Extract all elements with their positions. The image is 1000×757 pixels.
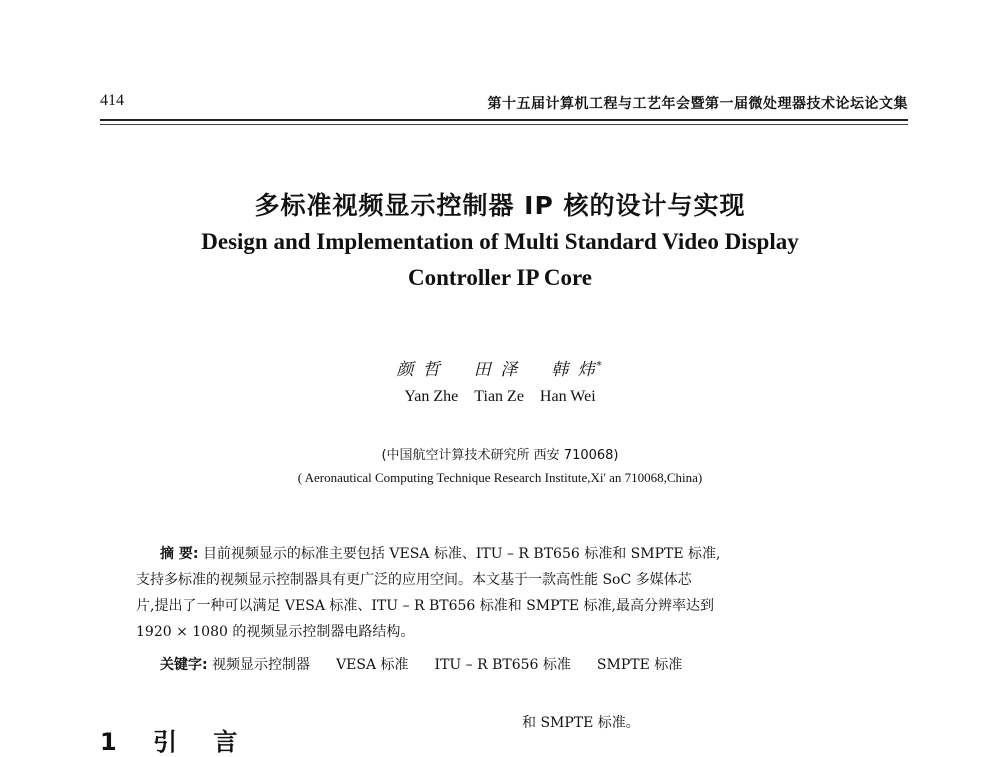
page-number: 414 <box>100 92 124 109</box>
abstract-label: 摘 要: <box>160 546 199 562</box>
running-title: 第十五届计算机工程与工艺年会暨第一届微处理器技术论坛论文集 <box>487 96 908 112</box>
author-en-1: Yan Zhe <box>404 388 459 405</box>
affiliation-english: ( Aeronautical Computing Technique Research Institute,Xi' an 710068,China) <box>297 470 703 485</box>
section-heading-introduction: 1 引 言 <box>100 728 252 756</box>
abstract-line-2: 支持多标准的视频显示控制器具有更广泛的应用空间。本文基于一款高性能 SoC 多媒体芯 <box>136 572 692 588</box>
keywords <box>160 654 708 674</box>
keyword-3: ITU – R BT656 标准 <box>434 657 571 673</box>
affiliation-chinese: (中国航空计算技术研究所 西安 710068) <box>381 448 619 463</box>
title-english-line-1: Design and Implementation of Multi Standard Video Display <box>201 229 799 254</box>
abstract-line-3: 片,提出了一种可以满足 VESA 标准、ITU – R BT656 标准和 SMPTE 标准,最高分辨率达到 <box>136 598 714 614</box>
abstract-line-4: 1920 × 1080 的视频显示控制器电路结构。 <box>136 624 415 640</box>
right-column-fragment: 和 SMPTE 标准。 <box>522 715 640 731</box>
header-rule-thin <box>100 124 908 125</box>
title-chinese: 多标准视频显示控制器 IP 核的设计与实现 <box>254 191 746 220</box>
authors-chinese <box>0 355 1000 380</box>
author-en-3: Han Wei <box>539 388 596 405</box>
header-rule <box>100 119 908 121</box>
author-cn-1: 颜 哲 <box>396 360 442 380</box>
author-cn-3: 韩 炜* <box>551 360 604 380</box>
author-cn-2: 田 泽 <box>473 360 520 380</box>
authors-english <box>0 388 1000 406</box>
author-en-2: Tian Ze <box>474 388 524 405</box>
keyword-2: VESA 标准 <box>336 657 409 673</box>
abstract <box>136 541 876 645</box>
title-english-line-2: Controller IP Core <box>408 265 592 290</box>
keyword-4: SMPTE 标准 <box>596 657 683 673</box>
keywords-label: 关键字: <box>160 657 208 673</box>
abstract-line-1: 摘 要: 目前视频显示的标准主要包括 VESA 标准、ITU – R BT656 标准和 SMPTE 标准, <box>160 546 721 562</box>
corresponding-author-mark: * <box>596 360 604 372</box>
keyword-1: 视频显示控制器 <box>212 657 311 673</box>
